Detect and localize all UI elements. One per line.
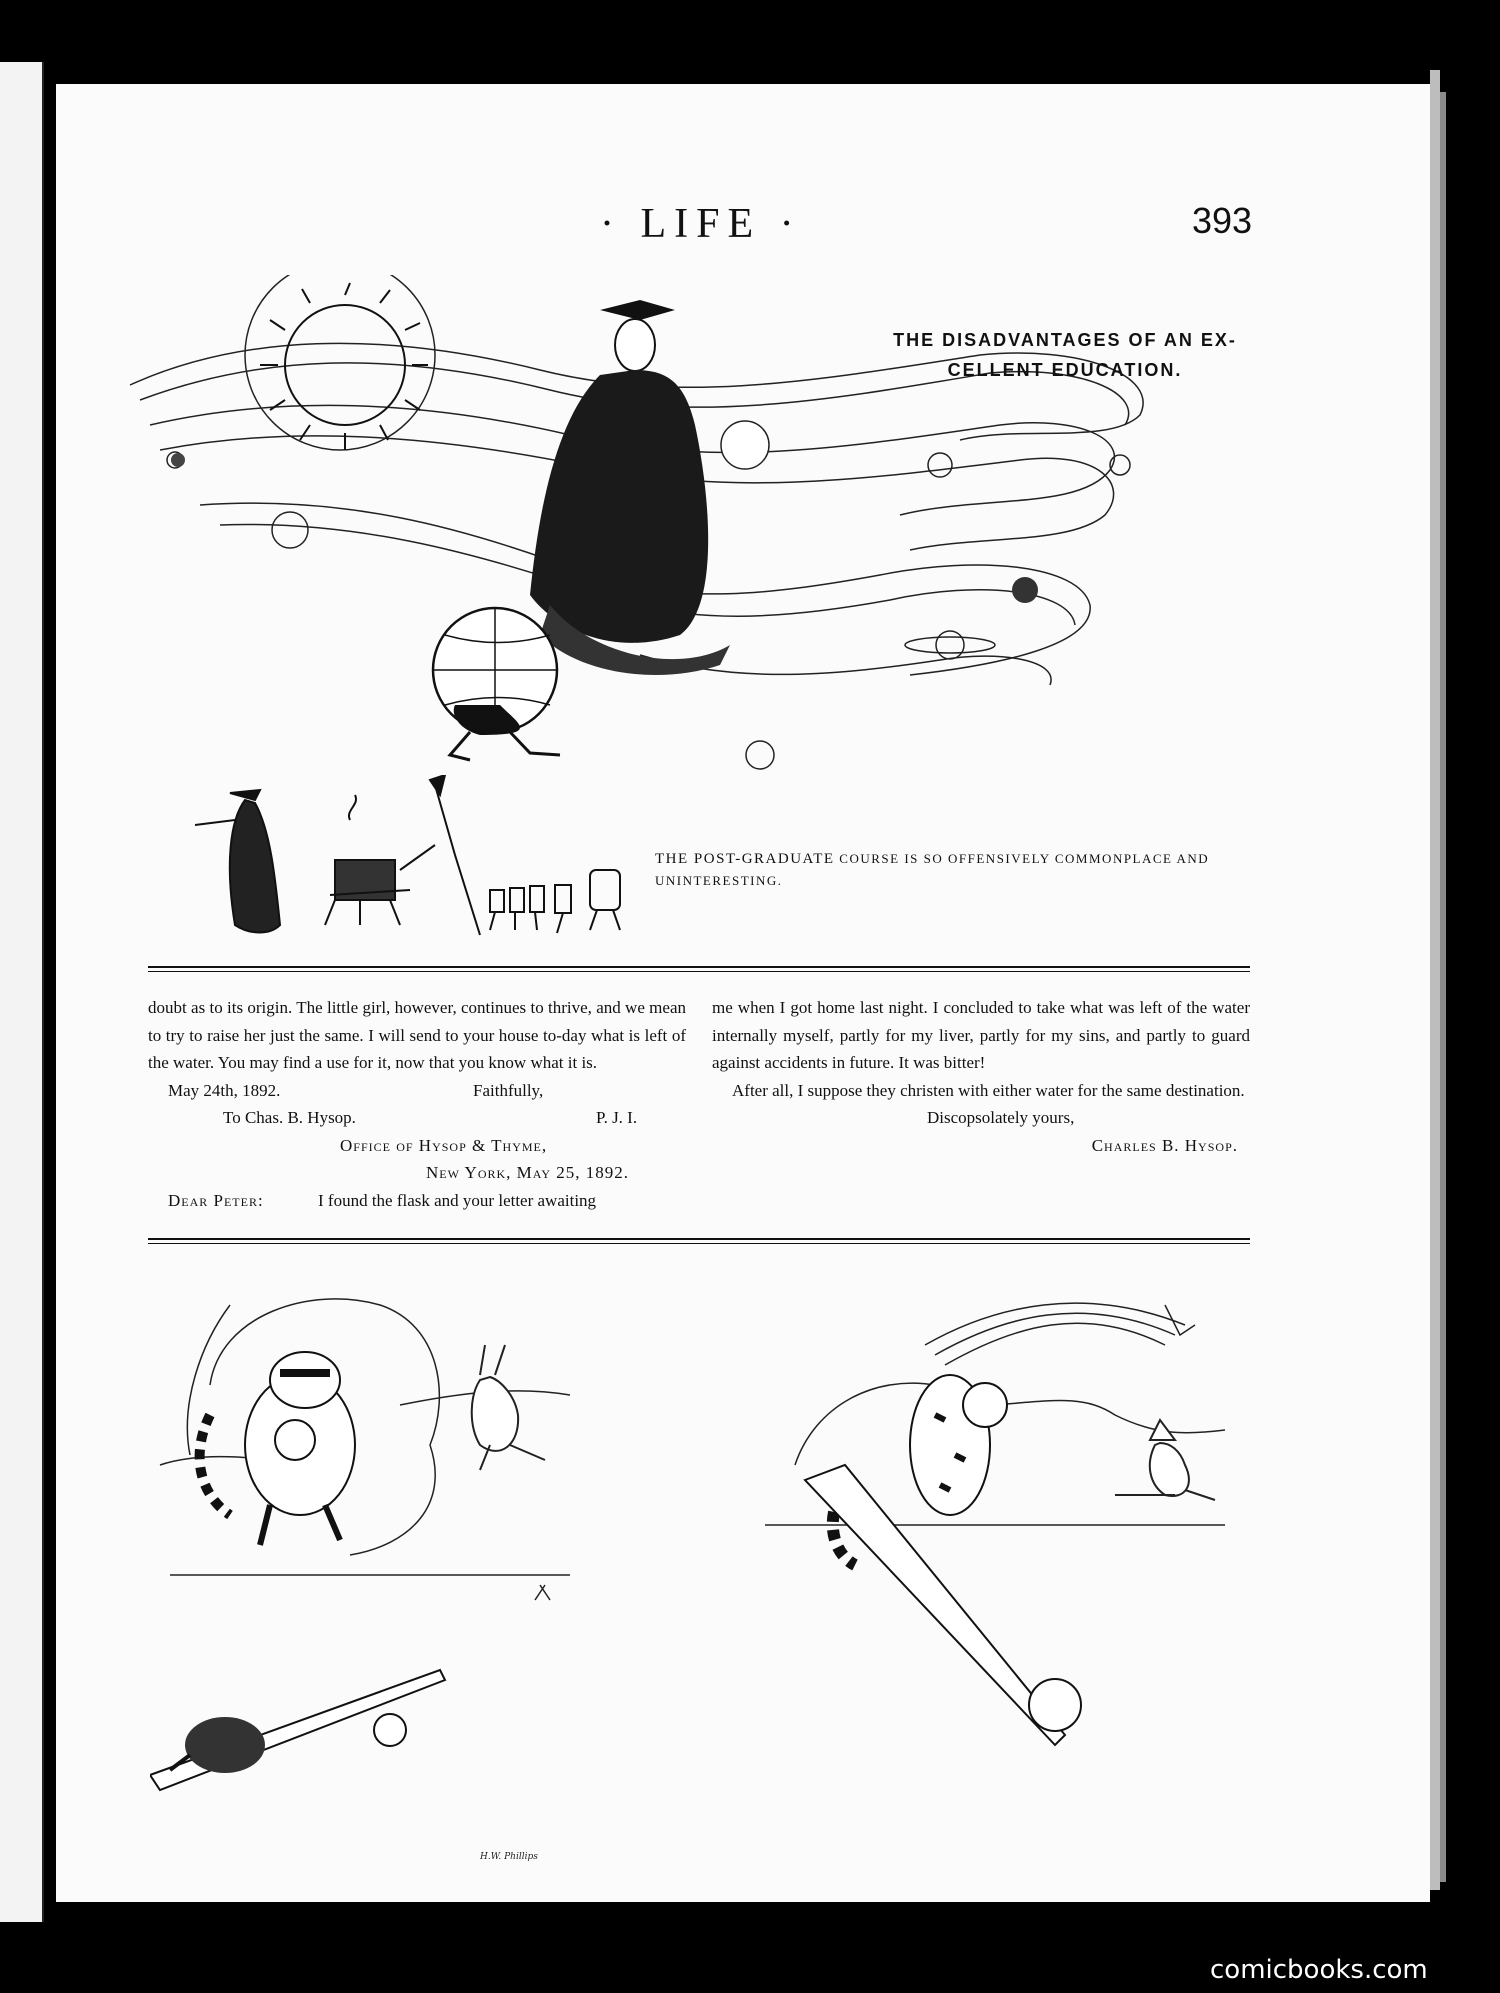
letter-column-right [712, 994, 1250, 1159]
letter-column-left [148, 994, 686, 1214]
initials: P. J. I. [596, 1108, 638, 1127]
closing-faithfully: Faithfully, [473, 1080, 544, 1100]
raccoon-seesaw-illustration-right [755, 1285, 1235, 1845]
procession-illustration [185, 775, 655, 945]
caption-rest: COURSE IS SO OFFENSIVELY COMMONPLACE AND UNINTERESTING. [655, 851, 1210, 888]
page-number: 393 [1192, 200, 1253, 241]
divider-top [148, 966, 1250, 972]
page-stack-edge-dark [1440, 92, 1446, 1882]
raccoon-seesaw-illustration-left [150, 1285, 590, 1845]
salutation: Dear Peter: [168, 1190, 264, 1210]
date-line-1: May 24th, 1892. [168, 1080, 281, 1100]
right-paragraph-2: After all, I suppose they christen with either water for the same destination. [732, 1080, 1245, 1100]
cartoon-caption [655, 848, 1255, 892]
right-paragraph-1: me when I got home last night. I concluded to take what was left of the water internally myself, partly for my liver, partly for my sins, and partly to guard against accidents in future. It was bitter! [712, 998, 1250, 1072]
to-line: To Chas. B. Hysop. [223, 1108, 356, 1127]
closing-disconsolately: Discopsolately yours, [927, 1108, 1075, 1127]
salutation-text: I found the flask and your letter awaiting [318, 1190, 597, 1210]
caption-lead: THE POST-GRADUATE [655, 851, 835, 867]
divider-bottom [148, 1238, 1250, 1244]
left-paragraph: doubt as to its origin. The little girl, however, continues to thrive, and we mean to try to raise her just the same. I will send to your house to-day what is left of the water. You may find a use for it, now that you know what it is. [148, 998, 686, 1072]
facing-page-edge [0, 62, 44, 1922]
office-line: Office of Hysop & Thyme, [340, 1135, 548, 1155]
page-stack-edge [1430, 70, 1440, 1890]
masthead: · LIFE · [600, 201, 802, 247]
artist-signature: H.W. Phillips [480, 1852, 538, 1862]
place-date-line: New York, May 25, 1892. [426, 1163, 630, 1182]
watermark: comicbooks.com [1210, 1955, 1428, 1985]
signature-hysop: Charles B. Hysop. [1091, 1135, 1238, 1155]
cartoon-title: THE DISADVANTAGES OF AN EX- CELLENT EDUCATION. [893, 330, 1237, 380]
